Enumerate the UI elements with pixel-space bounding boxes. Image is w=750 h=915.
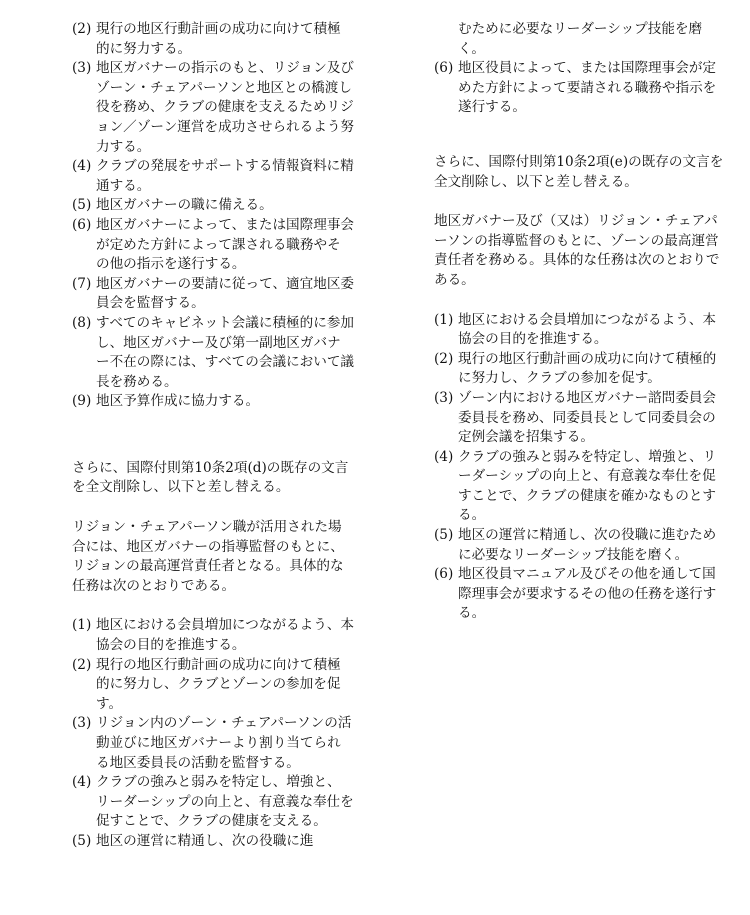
list-item [434,526,724,565]
list-item [434,311,724,350]
item-text: 地区ガバナーの要請に従って、適宜地区委員会を監督する。 [96,275,355,312]
item-number: (6) [72,216,92,233]
item-number: (2) [434,350,454,367]
list-item [72,714,354,773]
list-item [72,59,354,157]
left-amendment-paragraph: さらに、国際付則第10条2項(d)の既存の文言を全文削除し、以下と差し替える。 [72,459,349,496]
item-number: (1) [72,617,92,634]
item-text: クラブの強みと弱みを特定し、増強と、リーダーシップの向上と、有意義な奉仕を促すことで、クラブの健康を確かなものとする。 [458,448,717,524]
list-item [72,196,354,216]
list-item [434,350,724,389]
item-number: (6) [434,60,454,77]
item-number: (7) [72,275,92,292]
list-item [72,157,354,196]
item-text: ゾーン内における地区ガバナー諮問委員会委員長を務め、同委員長として同委員会の定例会議を招集する。 [458,389,717,446]
item-number: (5) [72,197,92,214]
right-list-0 [434,20,724,118]
item-number: (5) [434,527,454,544]
item-text: 地区役員によって、または国際理事会が定めた方針によって要請される職務や指示を遂行する。 [458,60,717,116]
item-number: (2) [72,21,92,37]
item-text: 地区ガバナーによって、または国際理事会が定めた方針によって課される職務やその他の指示を遂行する。 [96,216,355,273]
right-column [434,20,724,624]
list-item [434,448,724,526]
right-amendment-paragraph: さらに、国際付則第10条2項(e)の既存の文言を全文削除し、以下と差し替える。 [434,153,724,190]
list-item [72,314,354,392]
item-text: クラブの強みと弱みを特定し、増強と、リーダーシップの向上と、有意義な奉仕を促すことで、クラブの健康を支える。 [96,774,354,830]
item-text: 地区役員マニュアル及びその他を通して国際理事会が要求するその他の任務を遂行する。 [458,566,717,622]
list-item [434,565,724,624]
item-number: (5) [72,832,92,849]
item-number: (3) [434,389,454,406]
list-item [72,216,354,275]
list-item [72,20,354,59]
item-text: すべてのキャビネット会議に積極的に参加し、地区ガバナー及び第一副地区ガバナー不在の際には、すべての会議において議長を務める。 [96,314,355,390]
left-region-chair-paragraph: リジョン・チェアパーソン職が活用された場合には、地区ガバナーの指導監督のもとに、リジョンの最高運営責任者となる。具体的な任務は次のとおりである。 [72,519,344,594]
item-text: むために必要なリーダーシップ技能を磨く。 [458,21,703,57]
item-text: 地区ガバナーの指示のもと、リジョン及びゾーン・チェアパーソンと地区との橋渡し役を務め、クラブの健康を支えるためリジョン／ゾーン運営を成功させられるよう努力する。 [96,60,355,155]
item-number: (6) [434,566,454,583]
list-item [72,616,354,655]
left-list-1 [72,20,354,412]
list-item [434,389,724,448]
item-number: (9) [72,393,92,410]
item-text: 地区の運営に精通し、次の役職に進むために必要なリーダーシップ技能を磨く。 [458,527,717,563]
item-text: リジョン内のゾーン・チェアパーソンの活動並びに地区ガバナーより割り当てられる地区委員長の活動を監督する。 [96,715,352,771]
item-text: 地区ガバナーの職に備える。 [96,197,273,214]
item-text: 地区における会員増加につながるよう、本協会の目的を推進する。 [96,617,355,654]
item-text: 地区の運営に精通し、次の役職に進 [96,832,314,849]
list-item [72,392,354,412]
right-list-1 [434,311,724,625]
item-text: 地区における会員増加につながるよう、本協会の目的を推進する。 [458,311,717,348]
list-item [72,832,354,852]
left-list-2 [72,616,354,851]
item-number: (4) [72,158,92,175]
item-number: (1) [434,311,454,328]
item-number: (8) [72,314,92,331]
list-item [72,773,354,832]
list-item [434,59,724,118]
item-text: 現行の地区行動計画の成功に向けて積極的に努力する。 [96,21,341,57]
item-number: (4) [434,448,454,465]
item-number: (4) [72,774,92,791]
left-column [72,20,354,852]
list-item [72,275,354,314]
item-number: (3) [72,715,92,732]
item-text: 現行の地区行動計画の成功に向けて積極的に努力し、クラブとゾーンの参加を促す。 [96,656,341,712]
item-text: 現行の地区行動計画の成功に向けて積極的に努力し、クラブの参加を促す。 [458,350,717,387]
item-text: クラブの発展をサポートする情報資料に精通する。 [96,158,354,194]
right-zone-chair-paragraph: 地区ガバナー及び（又は）リジョン・チェアパーソンの指導監督のもとに、ゾーンの最高運営責任者を務める。具体的な任務は次のとおりである。 [434,213,720,288]
item-text: 地区予算作成に協力する。 [96,393,260,410]
item-number: (3) [72,60,92,77]
item-number: (2) [72,656,92,673]
list-item [434,20,724,59]
list-item [72,656,354,715]
